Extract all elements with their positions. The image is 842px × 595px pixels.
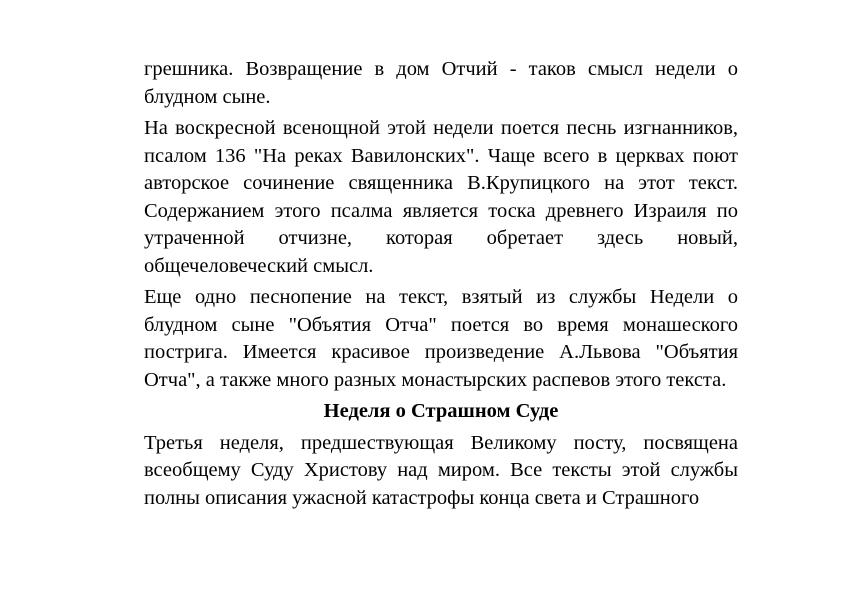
paragraph-prodigal-son-ending: грешника. Возвращение в дом Отчий - таков смысл недели о блудном сыне. — [144, 58, 738, 108]
paragraph-embrace-of-father: Еще одно песнопение на текст, взятый из службы Недели о блудном сыне "Объятия Отча" поется во время монашеского пострига. Имеется красивое произведение А.Львова "Объятия Отча", а также много разных монастырских распевов этого текста. — [144, 286, 738, 391]
section-heading: Неделя о Страшном Суде — [323, 400, 559, 422]
document-page — [144, 56, 738, 516]
paragraph-last-judgment: Третья неделя, предшествующая Великому посту, посвящена всеобщему Суду Христову над миром. Все тексты этой службы полны описания ужасной катастрофы конца света и Страшного — [144, 431, 738, 509]
paragraph-psalm-136: На воскресной всенощной этой недели поется песнь изгнанников, псалом 136 "На реках Вавилонских". Чаще всего в церквах поют авторское сочинение священника В.Крупицкого на этот текст. Содержанием этого псалма является тоска древнего Израиля по утраченной отчизне, которая обретает здесь новый, общечеловеческий смысл. — [144, 117, 738, 277]
